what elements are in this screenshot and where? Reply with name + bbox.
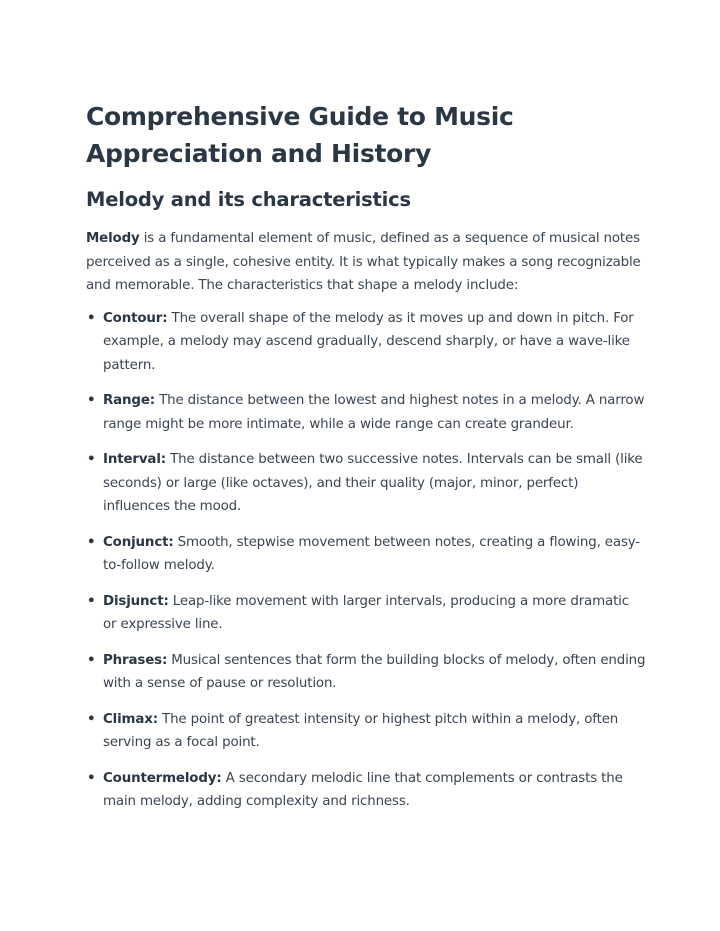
intro-text: is a fundamental element of music, defined as a sequence of musical notes perceived as a single, cohesive entity. It is what typically makes a song recognizable and memorable. The characteristics that shape a melody include: [86, 231, 641, 293]
bullet-icon: • [87, 310, 96, 326]
list-item-conjunct [86, 531, 646, 578]
bullet-icon: • [87, 534, 96, 550]
intro-term: Melody [86, 231, 140, 246]
list-item-term: Climax: [103, 711, 158, 727]
bullet-icon: • [87, 452, 96, 467]
bullet-icon: • [87, 393, 96, 408]
bullet-icon: • [87, 711, 96, 727]
list-item-countermelody [86, 767, 646, 814]
list-item-interval [86, 448, 646, 519]
list-item-range [86, 389, 646, 436]
list-item-contour [86, 307, 646, 378]
list-item-text: Musical sentences that form the building blocks of melody, often ending with a sense of pause or resolution. [103, 652, 646, 691]
list-item-text: A secondary melodic line that complements or contrasts the main melody, adding complexity and richness. [103, 770, 623, 809]
list-item-disjunct [86, 590, 646, 637]
document-title-line-2: Appreciation and History [86, 139, 432, 168]
list-item-term: Range: [103, 393, 156, 408]
list-item-term: Disjunct: [103, 593, 169, 609]
list-item-text: The overall shape of the melody as it moves up and down in pitch. For example, a melody may ascend gradually, descend sharply, or have a wave-like pattern. [103, 310, 634, 373]
bullet-icon: • [87, 770, 96, 786]
list-item-text: The point of greatest intensity or highest pitch within a melody, often serving as a focal point. [103, 711, 619, 750]
list-item-text: Smooth, stepwise movement between notes, creating a flowing, easy-to-follow melody. [103, 534, 640, 573]
section-heading: Melody and its characteristics [86, 188, 411, 211]
list-item-term: Conjunct: [103, 534, 174, 550]
list-item-text: Leap-like movement with larger intervals, producing a more dramatic or expressive line. [103, 593, 629, 632]
list-item-climax [86, 708, 646, 755]
list-item-term: Countermelody: [103, 770, 222, 786]
characteristics-list [86, 307, 646, 814]
list-item-term: Phrases: [103, 652, 168, 668]
list-item-term: Interval: [103, 452, 166, 467]
list-item-phrases [86, 649, 646, 696]
intro-paragraph [86, 227, 646, 298]
document-title-line-1: Comprehensive Guide to Music [86, 102, 514, 131]
list-item-text: The distance between two successive notes. Intervals can be small (like seconds) or large (like octaves), and their quality (major, minor, perfect) influences the mood. [103, 452, 643, 514]
bullet-icon: • [87, 652, 96, 668]
list-item-term: Contour: [103, 310, 168, 326]
bullet-icon: • [87, 593, 96, 609]
document-page [86, 98, 646, 826]
document-title [86, 98, 646, 172]
list-item-text: The distance between the lowest and highest notes in a melody. A narrow range might be more intimate, while a wide range can create grandeur. [103, 393, 645, 432]
